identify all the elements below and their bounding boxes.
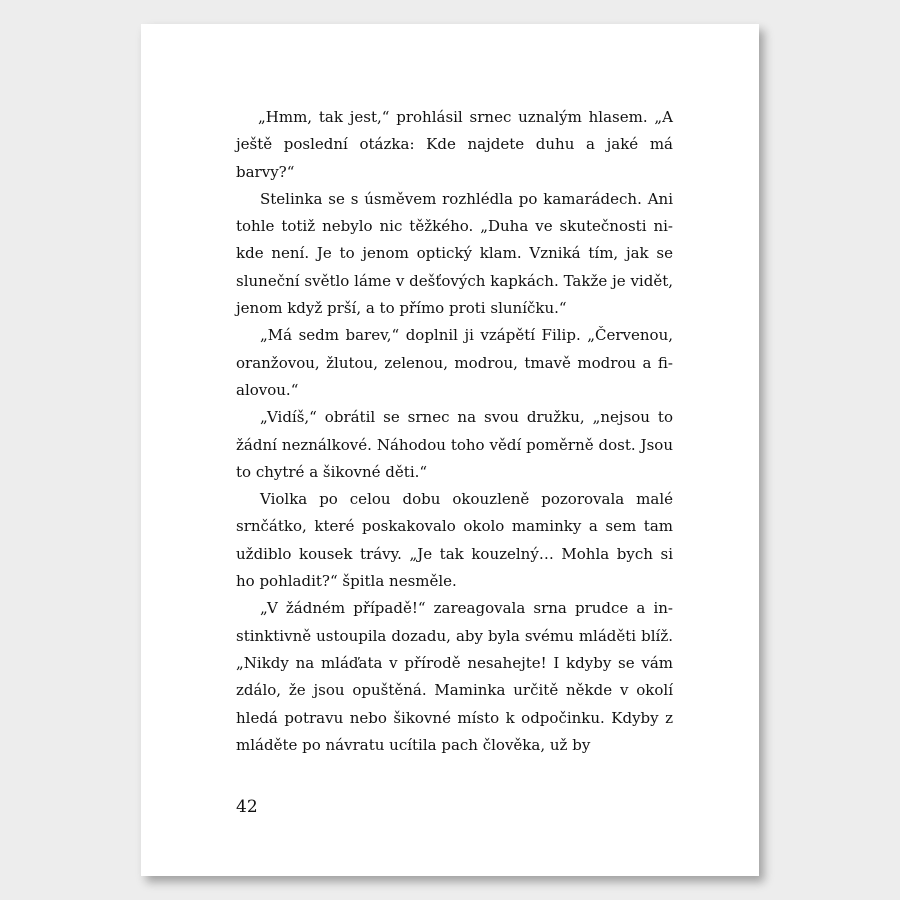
page-number: 42 [236, 797, 258, 817]
paragraph-3: „Má sedm barev,“ doplnil ji vzápětí Filip. „Červenou, oranžovou, žlutou, zelenou, modrou, tmavě modrou a fialovou.“ [236, 326, 673, 399]
paragraph-2: Stelinka se s úsměvem rozhlédla po kamarádech. Ani tohle totiž nebylo nic těžkého. „Duha ve skutečnosti nikde není. Je to jenom optický klam. Vzniká tím, jak se sluneční světlo láme v dešťových kapkách. Takže je vidět, jenom když prší, a to přímo proti sluníčku.“ [236, 189, 673, 318]
paragraph-5: Violka po celou dobu okouzleně pozorovala malé srnčátko, které poskakovalo okolo maminky a sem tam uždiblo kousek trávy. „Je tak kouzelný… Mohla bych si ho pohladit?“ špitla nesměle. [236, 490, 673, 591]
book-page [141, 24, 759, 876]
paragraph-6: „V žádném případě!“ zareagovala srna prudce a instinktivně ustoupila dozadu, aby byla svému mláděti blíž. „Nikdy na mláďata v přírodě nesahejte! I kdyby se vám zdálo, že jsou opuštěná. Maminka určitě někde v okolí hledá potravu nebo šikovné místo k odpočinku. Kdyby z mláděte po návratu ucítila pach člověka, už by [236, 599, 673, 754]
paragraph-1: „Hmm, tak jest,“ prohlásil srnec uznalým hlasem. „A ještě poslední otázka: Kde najdete duhu a jaké má barvy?“ [236, 108, 673, 181]
paragraph-4: „Vidíš,“ obrátil se srnec na svou družku, „nejsou to žádní neználkové. Náhodou toho vědí poměrně dost. Jsou to chytré a šikovné děti.“ [236, 408, 673, 481]
page-text [236, 104, 673, 759]
